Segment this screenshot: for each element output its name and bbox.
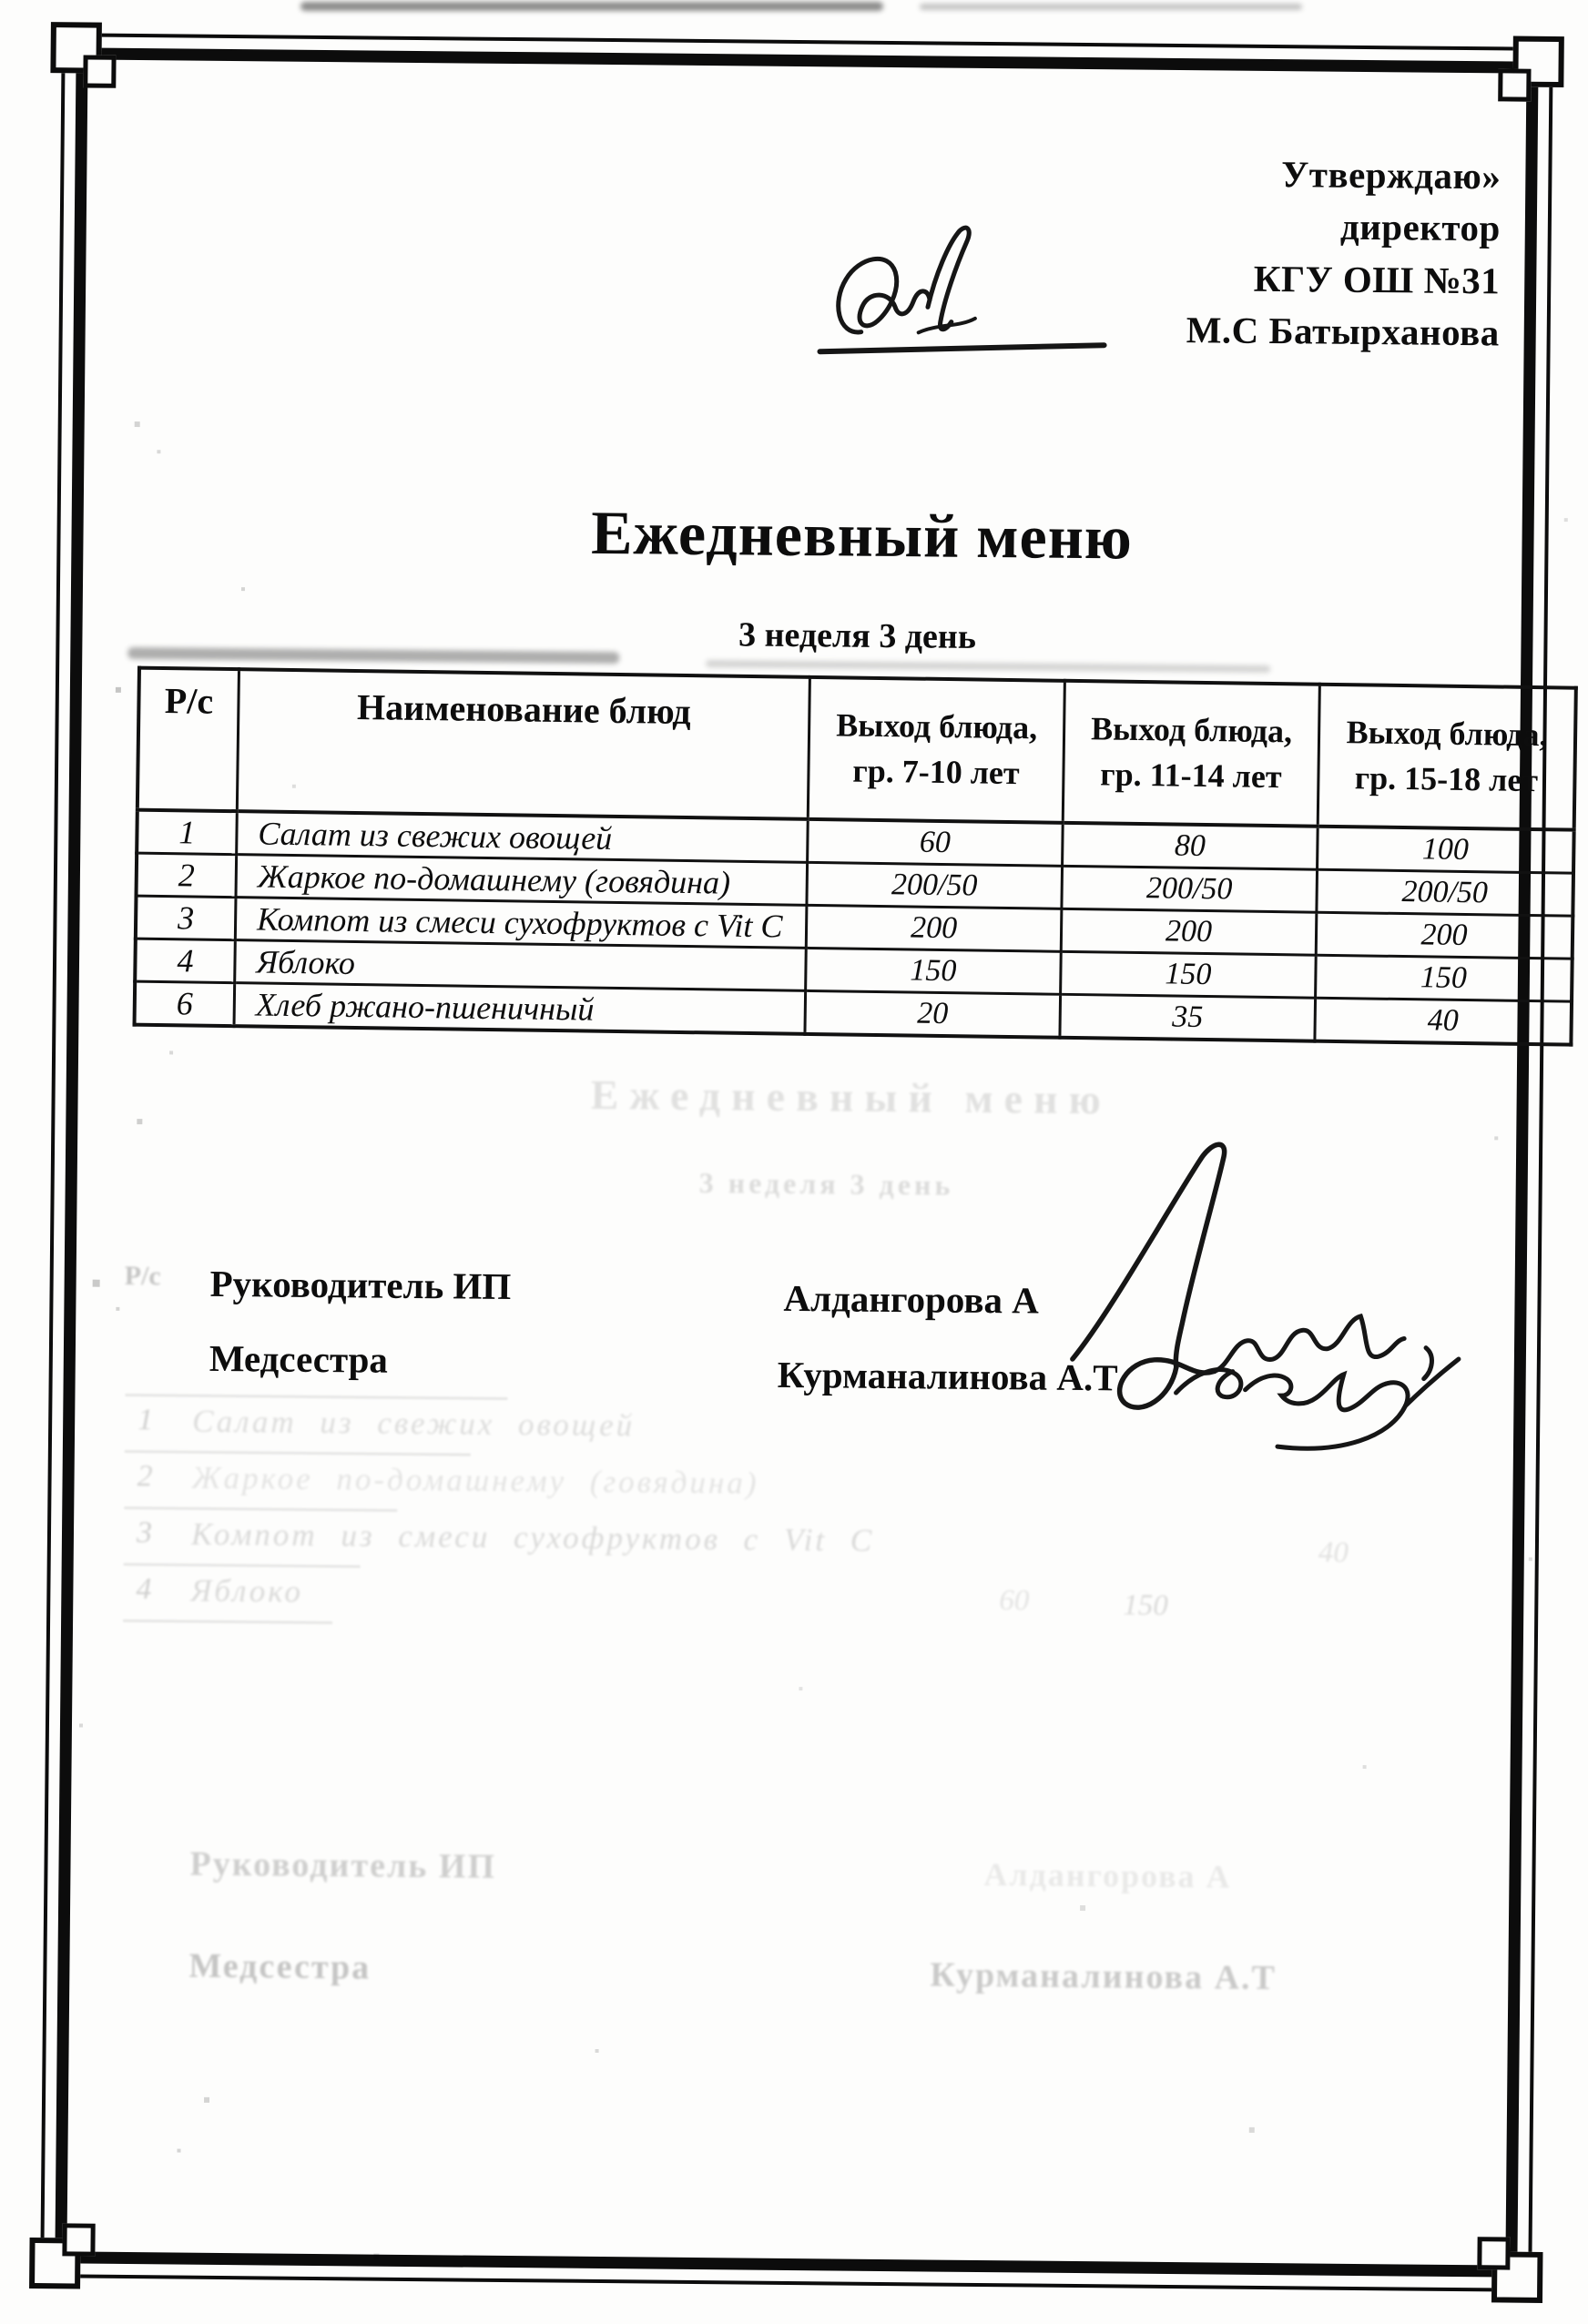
row-number-cell: 3 (136, 896, 236, 940)
bleedthrough-row: Жаркое по-домашнему (говядина) (191, 1459, 759, 1501)
corner-ornament (1477, 2237, 1510, 2269)
row-number-cell: 2 (136, 853, 236, 898)
row-number-cell: 6 (135, 981, 235, 1026)
portion-value-cell: 60 (808, 819, 1064, 866)
approval-line: КГУ ОШ №31 (1253, 257, 1501, 302)
signatures-handwritten (962, 1131, 1475, 1463)
col-header-out-15-18: Выход блюда, гр. 15-18 лет (1318, 685, 1576, 830)
portion-value-cell: 200 (1316, 912, 1573, 959)
portion-value-cell: 200/50 (1317, 869, 1573, 916)
approval-block (1186, 147, 1501, 360)
signatory-role: Медсестра (209, 1336, 389, 1381)
portion-value-cell: 200/50 (807, 862, 1063, 908)
col-header-dish: Наименование блюд (237, 669, 809, 819)
dish-name-cell: Компот из смеси сухофруктов с Vit C (235, 898, 807, 949)
portion-value-cell: 40 (1315, 998, 1572, 1044)
bleedthrough-role: Руководитель ИП (189, 1844, 497, 1886)
signatory-role: Руководитель ИП (209, 1262, 512, 1308)
portion-value-cell: 200 (1061, 908, 1317, 955)
bleedthrough-title: Ежедневный меню (590, 1071, 1112, 1123)
bleedthrough-number: 40 (1318, 1536, 1349, 1569)
bleedthrough-col-label: Р/с (124, 1260, 161, 1292)
dish-name-cell: Яблоко (235, 940, 807, 991)
col-header-out-7-10: Выход блюда, гр. 7-10 лет (808, 677, 1064, 823)
approval-line: М.С Батырханова (1186, 309, 1500, 354)
bleedthrough-row-num: 4 (136, 1572, 152, 1607)
signature-kurmanalinova (1176, 1356, 1459, 1450)
portion-value-cell: 150 (1316, 955, 1573, 1001)
portion-value-cell: 35 (1060, 994, 1316, 1040)
corner-ornament (83, 55, 116, 87)
page-title: Ежедневный меню (590, 497, 1134, 573)
portion-value-cell: 150 (806, 948, 1062, 994)
bleedthrough-subtitle: 3 неделя 3 день (698, 1166, 954, 1202)
col-header-out-11-14: Выход блюда, гр. 11-14 лет (1063, 681, 1319, 827)
portion-value-cell: 100 (1318, 827, 1574, 873)
row-number-cell: 1 (137, 810, 237, 855)
table-header-row (137, 668, 1576, 830)
page-subtitle: 3 неделя 3 день (738, 615, 977, 656)
bleedthrough-row-num: 2 (137, 1459, 153, 1494)
dish-name-cell: Жаркое по-домашнему (говядина) (236, 855, 808, 906)
director-signature (810, 215, 1122, 372)
portion-value-cell: 200 (806, 905, 1062, 951)
signatory-name: Алдангорова А (783, 1276, 1040, 1322)
col-header-number: Р/с (137, 668, 239, 812)
portion-value-cell: 20 (805, 990, 1061, 1037)
corner-ornament (62, 2223, 95, 2256)
dish-name-cell: Хлеб ржано-пшеничный (234, 983, 806, 1034)
corner-ornament (1498, 68, 1531, 101)
bleedthrough-number: 60 (999, 1584, 1030, 1618)
portion-value-cell: 200/50 (1062, 866, 1318, 912)
signatory-name: Курманалинова А.Т (777, 1353, 1118, 1399)
bleedthrough-number: 150 (1123, 1588, 1168, 1622)
bleedthrough-name: Алдангорова А (983, 1856, 1232, 1895)
menu-table-container (132, 666, 1577, 1047)
menu-table (132, 666, 1577, 1047)
signature-aldangorova (1072, 1143, 1433, 1410)
portion-value-cell: 80 (1063, 823, 1318, 869)
bleedthrough-row-num: 3 (136, 1516, 153, 1550)
signature-underline (820, 342, 1104, 354)
dish-name-cell: Салат из свежих овощей (237, 811, 809, 862)
row-number-cell: 4 (135, 939, 235, 983)
portion-value-cell: 150 (1061, 951, 1317, 998)
bleedthrough-row-num: 1 (137, 1403, 154, 1437)
bleedthrough-row: Компот из смеси сухофруктов с Vit C (190, 1516, 875, 1558)
bleedthrough-row: Яблоко (190, 1572, 304, 1609)
bleedthrough-role: Медсестра (188, 1946, 372, 1987)
approval-line: директор (1339, 206, 1501, 249)
approval-line: Утверждаю» (1281, 153, 1501, 198)
bleedthrough-name: Курманалинова А.Т (930, 1955, 1278, 1998)
bleedthrough-row: Салат из свежих овощей (192, 1403, 636, 1444)
